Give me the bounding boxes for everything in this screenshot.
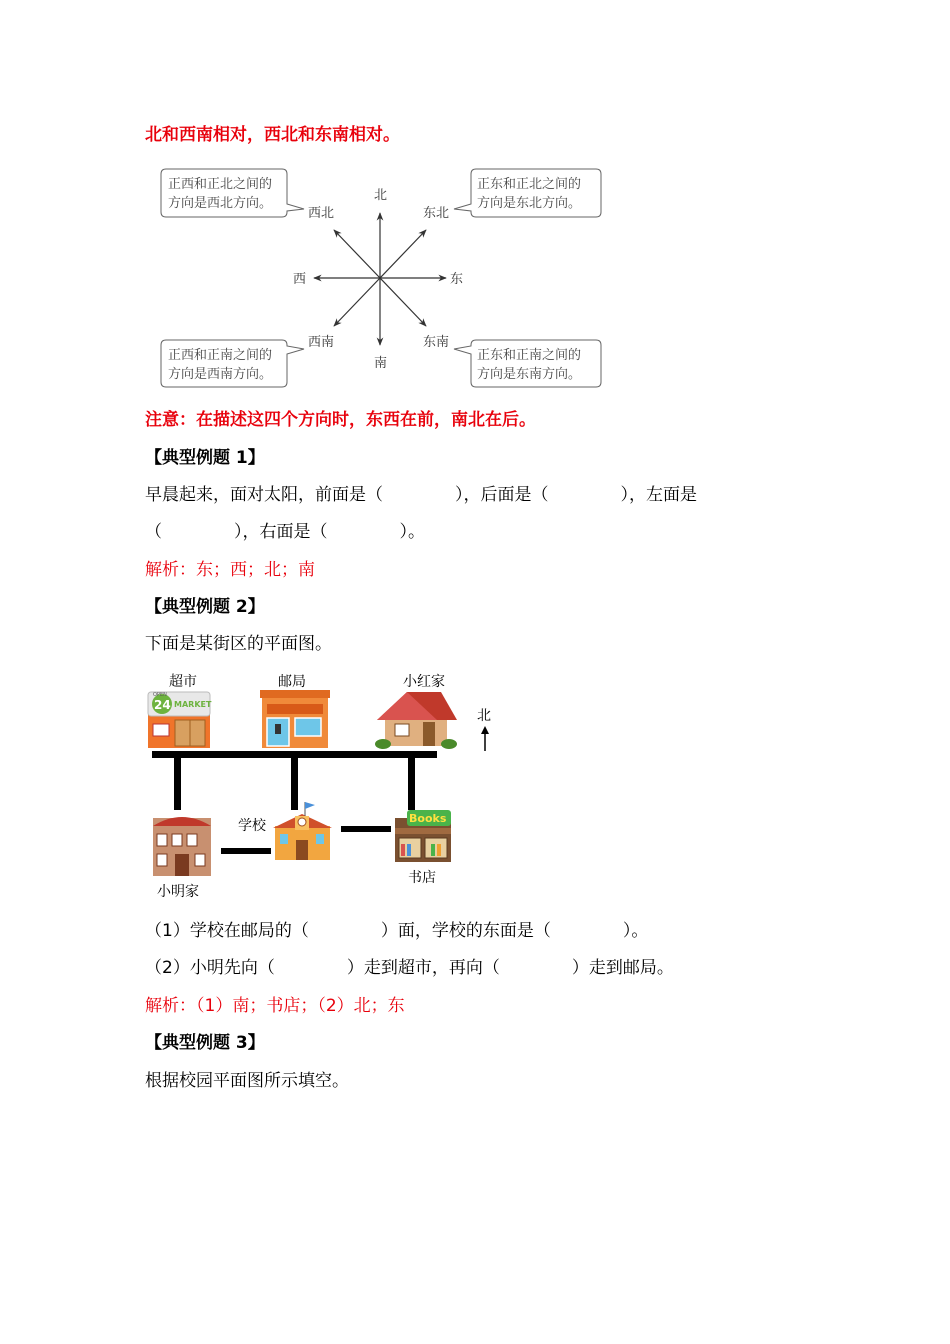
example2-answer: 解析：（1）南；书店；（2）北；东 (145, 996, 405, 1016)
label-southwest: 西南 (308, 335, 335, 350)
label-xiaoming-home: 小明家 (157, 884, 199, 900)
example2-intro: 下面是某街区的平面图。 (145, 634, 332, 654)
label-northeast: 东北 (423, 206, 450, 221)
bookstore-icon (395, 810, 451, 862)
bubble-ne-line1: 正东和正北之间的 (477, 177, 582, 192)
example3-intro: 根据校园平面图所示填空。 (145, 1071, 349, 1091)
xiaoming-home-icon (153, 817, 211, 876)
example1-title: 【典型例题 1】 (145, 448, 265, 468)
example2-q1: （1）学校在邮局的（ ）面，学校的东面是（ ）。 (145, 921, 649, 941)
label-school: 学校 (238, 818, 266, 834)
road-supermarket (174, 758, 181, 810)
bubble-nw-line2: 方向是西北方向。 (168, 196, 273, 211)
road-school-bookstore (341, 826, 391, 832)
road-xiaohong (408, 758, 415, 810)
label-east: 东 (450, 272, 464, 287)
post-office-icon (260, 690, 330, 748)
intro-line: 北和西南相对，西北和东南相对。 (145, 125, 400, 145)
bookstore-sign: Books (409, 812, 447, 825)
north-arrow-icon (481, 726, 489, 751)
label-bookstore: 书店 (408, 870, 436, 886)
label-north-arrow: 北 (477, 708, 491, 724)
label-supermarket: 超市 (169, 674, 197, 690)
label-north: 北 (374, 188, 388, 203)
bubble-se-line2: 方向是东南方向。 (477, 367, 582, 382)
arrow-northwest (334, 230, 380, 278)
example2-q2: （2）小明先向（ ）走到超市，再向（ ）走到邮局。 (145, 958, 674, 978)
supermarket-icon (148, 692, 212, 748)
label-southeast: 东南 (423, 335, 450, 350)
school-icon (273, 802, 332, 860)
label-west: 西 (293, 272, 307, 287)
arrow-southeast (380, 278, 426, 326)
arrow-southwest (334, 278, 380, 326)
bubble-nw-line1: 正西和正北之间的 (168, 177, 273, 192)
bubble-sw-line2: 方向是西南方向。 (168, 367, 273, 382)
bubble-ne-line2: 方向是东北方向。 (477, 196, 582, 211)
label-northwest: 西北 (308, 206, 335, 221)
label-xiaohong-home: 小红家 (403, 674, 445, 690)
example1-line2: （ ），右面是（ ）。 (145, 522, 425, 542)
bubble-sw-line1: 正西和正南之间的 (168, 348, 273, 363)
main-road (152, 751, 437, 758)
example1-answer: 解析：东；西；北；南 (145, 560, 315, 580)
example3-title: 【典型例题 3】 (145, 1033, 265, 1053)
bubble-se-line1: 正东和正南之间的 (477, 348, 582, 363)
road-xiaoming-school (221, 848, 271, 854)
street-map (145, 668, 515, 903)
road-post-office (291, 758, 298, 810)
supermarket-sign-num: 24 (154, 698, 171, 712)
example1-line1: 早晨起来，面对太阳，前面是（ ），后面是（ ），左面是 (145, 485, 697, 505)
supermarket-sign-top: OPEN (153, 692, 167, 698)
label-post-office: 邮局 (278, 674, 306, 690)
example2-title: 【典型例题 2】 (145, 597, 265, 617)
label-south: 南 (374, 356, 388, 371)
supermarket-sign-text: MARKET (174, 700, 212, 709)
compass-diagram (160, 168, 605, 390)
xiaohong-home-icon (375, 692, 457, 749)
arrow-northeast (380, 230, 426, 278)
note-line: 注意：在描述这四个方向时，东西在前，南北在后。 (145, 410, 536, 430)
